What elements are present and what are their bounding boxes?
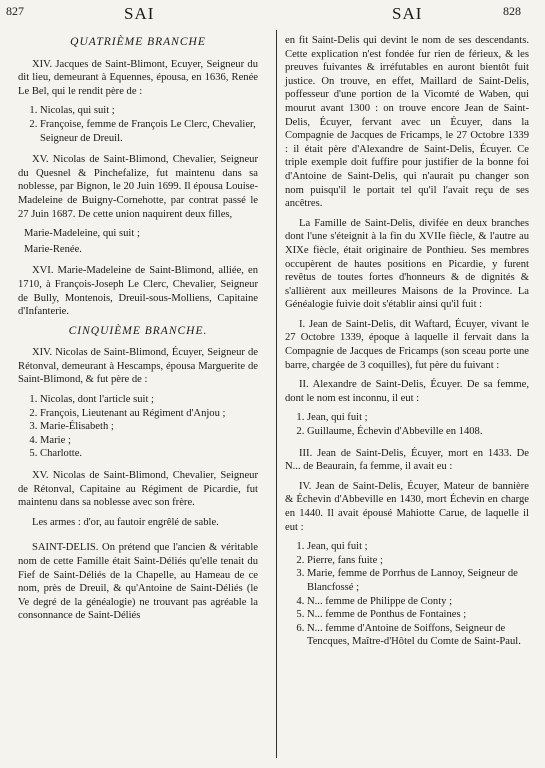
coat-of-arms: Les armes : d'or, au fautoir engrêlé de sable. [32, 516, 219, 528]
children-list [18, 104, 258, 145]
list-item: 2. François, Lieutenant au Régiment d'Anjou ; [40, 407, 258, 421]
entry-paragraph: SAINT-DELIS. On prétend que l'ancien & véritable nom de cette Famille était Saint-Déliés qu'elle tenait du Fief de Saint-Déliés de la Chapelle, au Hameau de ce nom, près de Dreuil, & qu'Antoine de Saint-Déliés (le Ve degré de la généalogie) ne trouvant pas agréable la consonnance de Saint-Déliés [18, 542, 258, 622]
page-number-right: 828 [503, 4, 521, 18]
list-item: 2. Guillaume, Échevin d'Abbeville en 1408. [307, 425, 529, 439]
list-item: Marie-Madeleine, qui suit ; [24, 228, 140, 240]
children-list [18, 393, 258, 461]
list-item: 3. Marie-Élisabeth ; [40, 420, 258, 434]
entry-paragraph: XV. Nicolas de Saint-Blimond, Chevalier, Seigneur du Quesnel & Pinchefalize, fut maintenu dans sa noblesse, par Bignon, le 20 Juin 1699. Il épousa Louise-Madeleine de Buigny-Cornehotte, par contrat passé le 27 Juin 1687. De cette union naquirent deux filles, [18, 154, 258, 220]
list-item: 5. N... femme de Ponthus de Fontaines ; [307, 608, 529, 622]
children-list [285, 411, 529, 438]
list-item: 1. Jean, qui fuit ; [307, 411, 529, 425]
list-item: 3. Marie, femme de Porrhus de Lannoy, Seigneur de Blancfossé ; [307, 567, 529, 594]
list-item: Marie-Renée. [24, 243, 82, 255]
list-item: 4. Marie ; [40, 434, 258, 448]
list-item: 1. Nicolas, qui suit ; [40, 104, 258, 118]
children-list [285, 540, 529, 649]
section-heading-fifth-branch: CINQUIÈME BRANCHE. [68, 324, 208, 337]
left-column [18, 34, 258, 629]
entry-paragraph: XIV. Nicolas de Saint-Blimond, Écuyer, Seigneur de Rétonval, demeurant à Hescamps, épousa Marguerite de Saint-Blimond, & fut père de : [18, 347, 258, 386]
list-item: 4. N... femme de Philippe de Conty ; [307, 595, 529, 609]
section-heading-fourth-branch: QUATRIÈME BRANCHE [70, 36, 206, 48]
running-head-left: SAI [124, 4, 155, 23]
list-item: 2. Pierre, fans fuite ; [307, 554, 529, 568]
running-head-right: SAI [392, 4, 423, 23]
entry-paragraph: en fit Saint-Delis qui devint le nom de ses descendants. Cette explication n'est fondée fur rien de férieux, & les preuves fuivantes & irréfutables en auront bientôt fuit justice. On trouve, en effet, Maillard de Saint-Delis, poffesseur d'une portion de la Vicomté de Waben, qui mourut avant 1300 : on trouve encore Jean de Saint-Delis, Écuyer, fervant avec un Écuyer, dans la Compagnie de Jacques de Fricamps, le 27 Octobre 1339 : il était père d'Alexandre de Saint-Delis, Écuyer. Ce triple exemple doit fuffire pour justifier de la bonne foi d'Antoine de Saint-Delis, qui n'aurait pu changer son nom puisqu'il le portait tel qu'il l'avait reçu de ses ancêtres. [285, 35, 529, 210]
entry-paragraph: III. Jean de Saint-Delis, Écuyer, mort en 1433. De N... de Beaurain, fa femme, il avait eu : [285, 447, 529, 473]
entry-paragraph: XVI. Marie-Madeleine de Saint-Blimond, alliée, en 1710, à François-Joseph Le Clerc, Chevalier, Seigneur de Bully, Montenois, Dreuil-sous-Molliens, Capitaine d'Infanterie. [18, 265, 258, 318]
entry-paragraph: II. Alexandre de Saint-Delis, Écuyer. De sa femme, dont le nom est inconnu, il eut : [285, 379, 529, 404]
list-item: 5. Charlotte. [40, 447, 258, 461]
page-number-left: 827 [6, 4, 24, 18]
list-item: 6. N... femme d'Antoine de Soiffons, Seigneur de Tencques, Maître-d'Hôtel du Comte de Saint-Paul. [307, 622, 529, 649]
entry-paragraph: IV. Jean de Saint-Delis, Écuyer, Mateur de bannière & Échevin d'Abbeville en 1430, mort Échevin en charge en 1440. Il avait épousé Mahiotte Carue, de laquelle il eut : [285, 480, 529, 533]
list-item: 1. Jean, qui fuit ; [307, 540, 529, 554]
entry-paragraph: XIV. Jacques de Saint-Blimont, Ecuyer, Seigneur du dit lieu, demeurant à Equennes, épousa, en 1636, Renée Le Bel, qui le rendit père de : [18, 58, 258, 97]
entry-paragraph: XV. Nicolas de Saint-Blimond, Chevalier, Seigneur de Rétonval, Capitaine au Régiment de Picardie, fut maintenu dans sa noblesse avec son frère. [18, 470, 258, 509]
entry-paragraph: La Famille de Saint-Delis, divifée en deux branches dont l'une s'éteignit à la fin du XVIIe fiècle, & l'autre au XIXe fiècle, était originaire de Ponthieu. Ses membres occupèrent de hautes positions en Picardie, y furent revêtus de toutes fortes d'honneurs & de dignités & s'allièrent aux meilleures Maisons de la Province. La Généalogie fuivie doit s'établir ainsi qu'il fuit : [285, 217, 529, 311]
right-column [285, 34, 529, 657]
list-item: 2. Françoise, femme de François Le Clerc, Chevalier, Seigneur de Dreuil. [40, 118, 258, 145]
entry-paragraph: I. Jean de Saint-Delis, dit Waftard, Écuyer, vivant le 27 Octobre 1339, époque à laquelle il fervait dans la Compagnie de Jacques de Fricamps (son sceau porte une barre, chargée de 3 coquilles), fut père du fuivant : [285, 318, 529, 371]
column-divider [276, 30, 277, 758]
list-item: 1. Nicolas, dont l'article suit ; [40, 393, 258, 407]
